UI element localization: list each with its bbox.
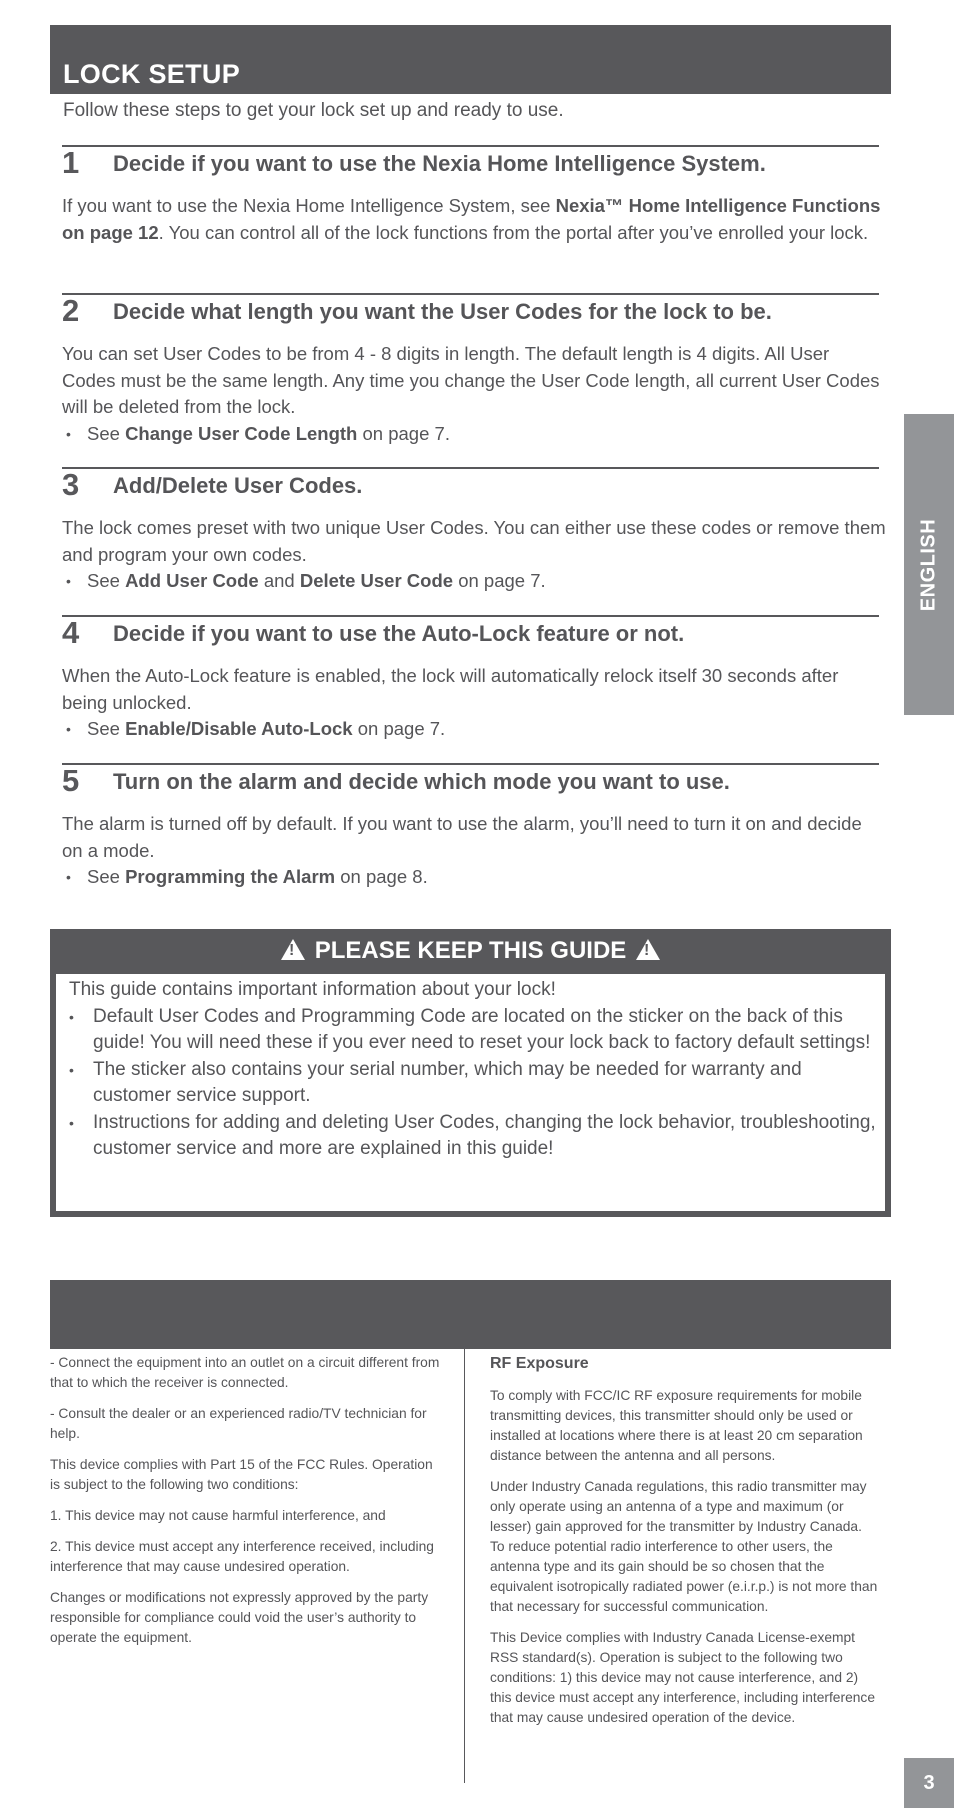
step-title: Add/Delete User Codes. (113, 473, 363, 498)
see-reference: • See Programming the Alarm on page 8. (62, 864, 887, 891)
step-divider (62, 145, 879, 147)
paragraph: To comply with FCC/IC RF exposure requirements for mobile transmitting devices, this transmitter should only be used or installed at locations where there is at least 20 cm separation distance between the antenna and all persons. (490, 1388, 863, 1463)
step-body: When the Auto-Lock feature is enabled, the lock will automatically relock itself 30 seconds after being unlocked. • See Enable/Disable Auto-Lock on page 7. (62, 663, 887, 743)
column-divider (464, 1349, 465, 1783)
warning-icon (281, 939, 305, 960)
see-reference: • See Enable/Disable Auto-Lock on page 7. (62, 716, 887, 743)
section-header (50, 25, 891, 94)
intro-text: Follow these steps to get your lock set up and ready to use. (63, 100, 564, 121)
step-number: 4 (62, 615, 80, 650)
step-body: The alarm is turned off by default. If you want to use the alarm, you’ll need to turn it on and decide on a mode. • See Programming the Alarm on page 8. (62, 811, 887, 891)
see-reference: • See Change User Code Length on page 7. (62, 421, 887, 448)
step-number: 2 (62, 293, 80, 328)
language-tab-label: ENGLISH (917, 518, 940, 611)
step-title: Turn on the alarm and decide which mode you want to use. (113, 769, 730, 794)
keep-guide-text (62, 977, 877, 1163)
page-number: 3 (904, 1758, 954, 1808)
fcc-right-column (490, 1353, 880, 1739)
see-reference: • See Add User Code and Delete User Code on page 7. (62, 568, 887, 595)
list-item: • Instructions for adding and deleting User Codes, changing the lock behavior, troubleshooting, customer service and more are explained in this guide! (62, 1110, 877, 1163)
step-1 (62, 145, 881, 243)
step-body: You can set User Codes to be from 4 - 8 digits in length. The default length is 4 digits. All User Codes must be the same length. Any time you change the User Code length, all current User Codes will be deleted from the lock. • See Change User Code Length on page 7. (62, 341, 887, 447)
paragraph: This Device complies with Industry Canada License-exempt RSS standard(s). Operation is subject to the following two conditions: 1) this device may not cause interference, and 2) this device must accept any interference, including interference that may cause undesired operation of the device. (490, 1630, 875, 1725)
step-divider (62, 615, 879, 617)
step-5 (62, 763, 879, 887)
paragraph: Changes or modifications not expressly approved by the party responsible for compliance could void the user’s authority to operate the equipment. (50, 1590, 429, 1645)
step-3 (62, 467, 886, 591)
step-number: 1 (62, 145, 80, 180)
keep-guide-intro: This guide contains important information about your lock! (69, 979, 556, 1000)
step-title: Decide if you want to use the Auto-Lock feature or not. (113, 621, 685, 646)
paragraph: - Consult the dealer or an experienced radio/TV technician for help. (50, 1406, 427, 1441)
step-body: The lock comes preset with two unique User Codes. You can either use these codes or remove them and program your own codes. • See Add User Code and Delete User Code on page 7. (62, 515, 887, 595)
paragraph: - Connect the equipment into an outlet on a circuit different from that to which the receiver is connected. (50, 1355, 440, 1390)
step-title: Decide if you want to use the Nexia Home Intelligence System. (113, 151, 766, 176)
keep-guide-title: ! PLEASE KEEP THIS GUIDE ! (50, 937, 891, 965)
fcc-section-bar (50, 1280, 891, 1349)
paragraph: 1. This device may not cause harmful interference, and (50, 1508, 386, 1523)
step-divider (62, 293, 879, 295)
list-item: • The sticker also contains your serial number, which may be needed for warranty and customer service support. (62, 1057, 877, 1110)
step-2 (62, 293, 880, 444)
step-body: If you want to use the Nexia Home Intelligence System, see Nexia™ Home Intelligence Functions on page 12. You can control all of the lock functions from the portal after you’ve enrolled your lock. (62, 195, 881, 243)
step-title: Decide what length you want the User Codes for the lock to be. (113, 299, 772, 324)
step-number: 5 (62, 763, 80, 798)
warning-icon (636, 939, 660, 960)
section-title: LOCK SETUP (63, 59, 241, 89)
list-item: • Default User Codes and Programming Code are located on the sticker on the back of this guide! You will need these if you ever need to reset your lock back to factory default settings! (62, 1004, 877, 1057)
step-number: 3 (62, 467, 80, 502)
language-tab (904, 414, 954, 715)
fcc-left-column (50, 1353, 445, 1659)
step-4 (62, 615, 879, 739)
paragraph: Under Industry Canada regulations, this radio transmitter may only operate using an antenna of a type and maximum (or lesser) gain approved for the transmitter by Industry Canada. To reduce potential radio interference to other users, the antenna type and its gain should be so chosen that the equivalent isotropically radiated power (e.i.r.p.) is not more than that necessary for successful communication. (490, 1479, 878, 1614)
paragraph: This device complies with Part 15 of the FCC Rules. Operation is subject to the following two conditions: (50, 1457, 433, 1492)
step-divider (62, 763, 879, 765)
rf-exposure-heading: RF Exposure (490, 1355, 589, 1372)
paragraph: 2. This device must accept any interference received, including interference that may cause undesired operation. (50, 1539, 434, 1574)
step-divider (62, 467, 879, 469)
